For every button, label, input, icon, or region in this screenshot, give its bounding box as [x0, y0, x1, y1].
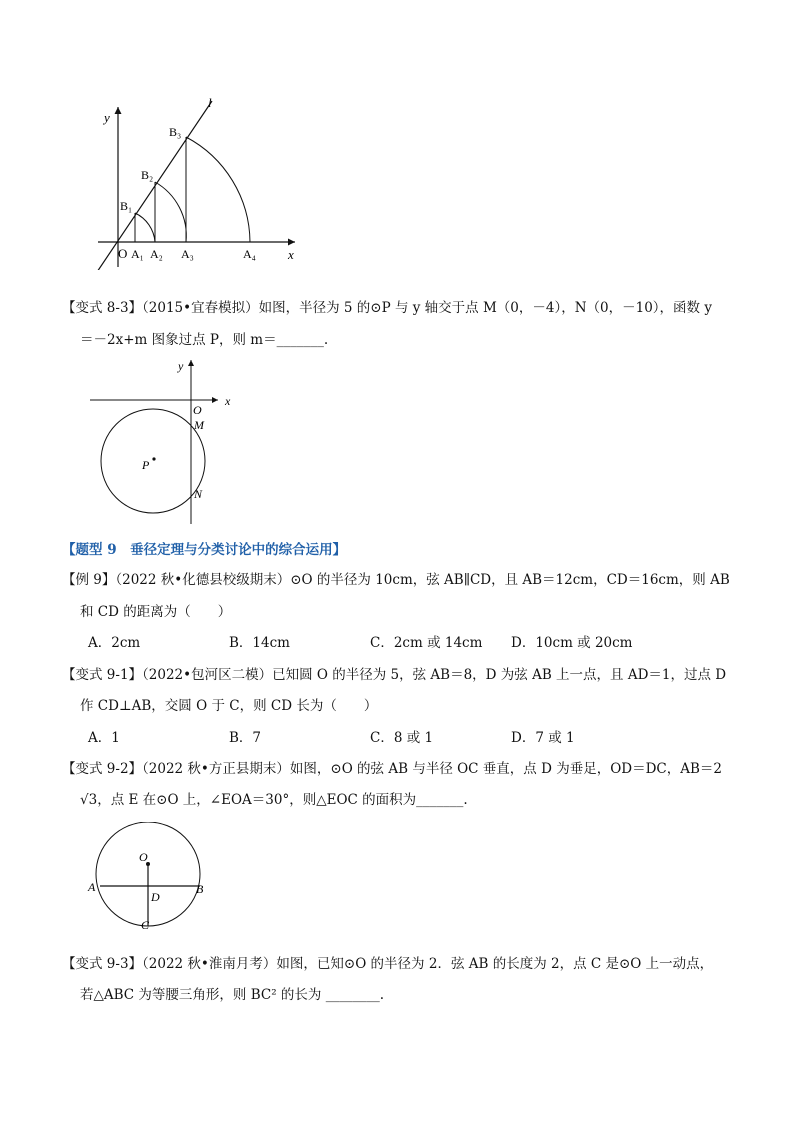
example-9-line2: 和 CD 的距离为（ ） [80, 604, 232, 620]
figure-circle-p [88, 352, 238, 527]
label-n: N [194, 487, 203, 501]
figure-arcs-diagram [90, 95, 305, 270]
example-9-line1: 【例 9】（2022 秋•化德县校级期末）⊙O 的半径为 10cm，弦 AB∥CD，且 AB＝12cm，CD＝16cm，则 AB [62, 572, 730, 588]
label-a2: A₂ [150, 247, 163, 261]
variant-9-3-line2: 若△ABC 为等腰三角形，则 BC² 的长为 ________. [80, 987, 385, 1003]
label-a: A [88, 880, 96, 894]
label-b1: B₁ [120, 199, 133, 213]
variant-9-1-option-c: C．8 或 1 [370, 730, 434, 746]
label-x: x [288, 247, 294, 262]
example-9-option-d: D．10cm 或 20cm [511, 635, 633, 651]
label-d: D [151, 890, 160, 904]
variant-9-2-line1: 【变式 9-2】（2022 秋•方正县期末）如图，⊙O 的弦 AB 与半径 OC 垂直，点 D 为垂足，OD＝DC，AB＝2 [62, 761, 723, 777]
label-o: O [118, 246, 128, 261]
label-b: B [196, 882, 204, 896]
figure-circle-o-chord [86, 822, 216, 930]
variant-9-1-option-d: D．7 或 1 [511, 730, 575, 746]
label-m: M [194, 418, 204, 432]
example-9-option-c: C．2cm 或 14cm [370, 635, 483, 651]
arc-3 [186, 137, 250, 242]
label-y: y [178, 359, 184, 373]
label-b2: B₂ [141, 168, 154, 182]
label-p: P [142, 458, 150, 472]
label-y: y [104, 110, 110, 125]
label-b3: B₃ [169, 125, 182, 139]
label-c: C [141, 918, 150, 930]
circle-p [101, 409, 205, 513]
label-l: l [208, 95, 212, 110]
label-a4: A₄ [243, 247, 256, 261]
arc-1 [135, 213, 155, 242]
label-x: x [225, 394, 231, 408]
section-heading-9: 【题型 9 垂径定理与分类讨论中的综合运用】 [62, 542, 347, 558]
point-p [152, 457, 155, 460]
variant-9-1-line1: 【变式 9-1】（2022•包河区二模）已知圆 O 的半径为 5，弦 AB＝8，D 为弦 AB 上一点，且 AD＝1，过点 D [62, 667, 727, 683]
variant-9-1-line2: 作 CD⊥AB，交圆 O 于 C，则 CD 长为（ ） [80, 698, 378, 714]
label-a1: A₁ [131, 247, 144, 261]
example-9-option-b: B．14cm [229, 635, 290, 651]
variant-9-1-option-b: B．7 [229, 730, 262, 746]
variant-8-3-line1: 【变式 8-3】（2015•宜春模拟）如图，半径为 5 的⊙P 与 y 轴交于点 M（0，－4），N（0，－10），函数 y [62, 300, 712, 316]
variant-8-3-line2: ＝－2x+m 图象过点 P，则 m＝_______. [80, 332, 329, 348]
label-o: O [139, 850, 148, 864]
line-l [95, 101, 212, 270]
variant-9-2-line2: √3，点 E 在⊙O 上，∠EOA＝30°，则△EOC 的面积为_______. [80, 792, 468, 808]
arc-2 [155, 182, 186, 242]
variant-9-1-option-a: A．1 [88, 730, 120, 746]
variant-9-3-line1: 【变式 9-3】（2022 秋•淮南月考）如图，已知⊙O 的半径为 2．弦 AB 的长度为 2，点 C 是⊙O 上一动点， [62, 956, 714, 972]
example-9-option-a: A．2cm [88, 635, 141, 651]
label-a3: A₃ [181, 247, 194, 261]
label-o: O [193, 403, 202, 417]
